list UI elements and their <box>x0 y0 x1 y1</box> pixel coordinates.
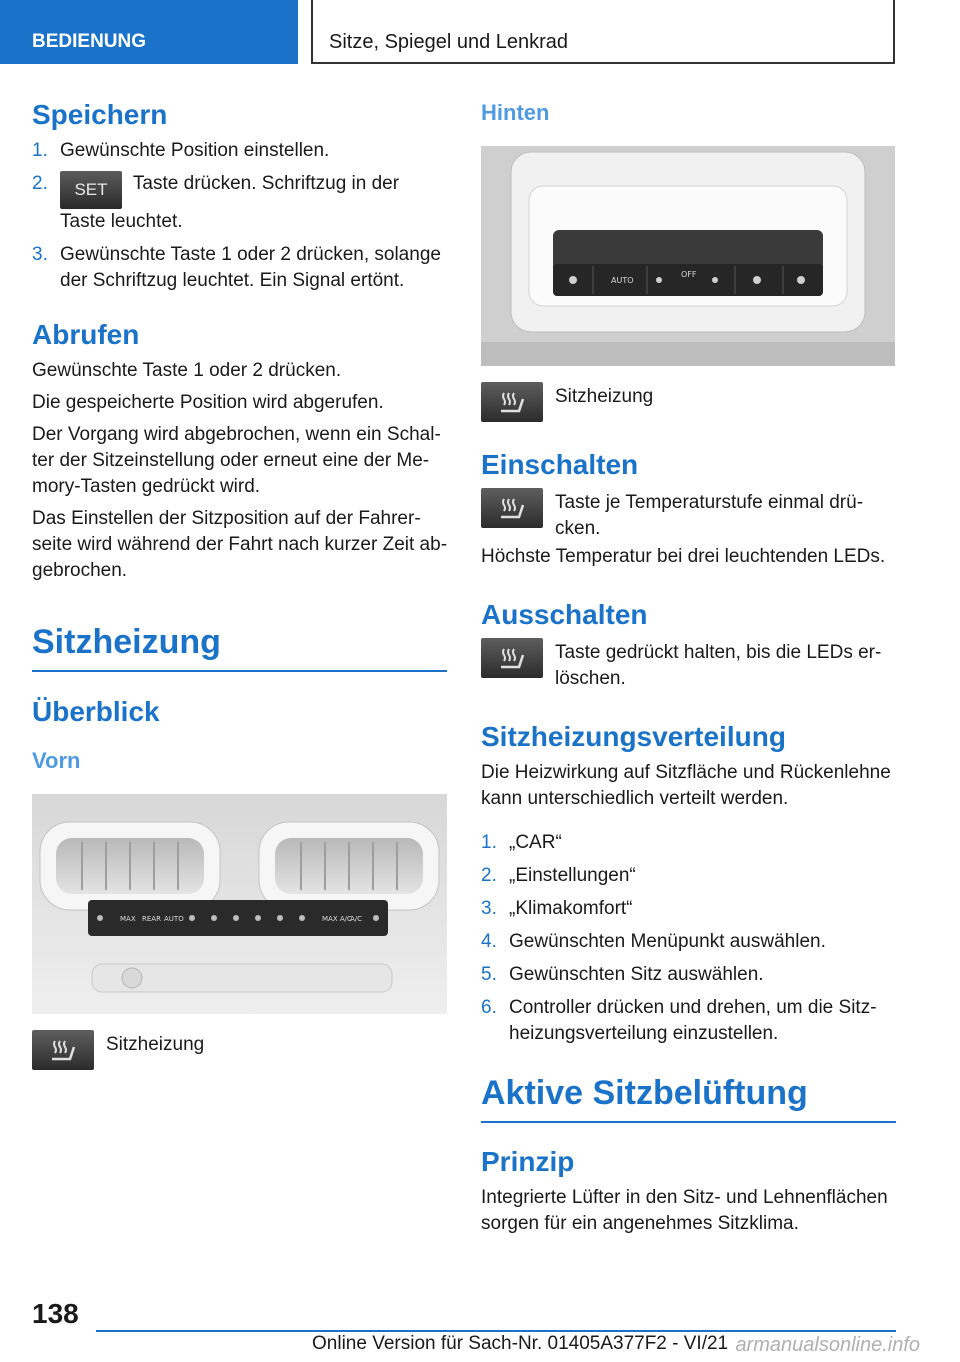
front-console-illustration <box>32 794 447 1014</box>
speichern-steps <box>32 138 447 294</box>
rear-panel-label: AUTO <box>611 276 634 285</box>
list-item <box>32 242 447 294</box>
step-text: „CAR“ <box>509 832 562 853</box>
heading-ausschalten: Ausschalten <box>481 599 648 630</box>
list-item <box>481 896 896 922</box>
rear-console-photo <box>481 146 895 366</box>
front-panel-label: AUTO <box>164 915 184 923</box>
rear-seat-heating-label: Sitzheizung <box>555 386 654 407</box>
seat-heating-icon <box>481 488 543 528</box>
einschalten-text: Taste je Temperaturstufe einmal drücken. <box>555 492 864 539</box>
front-console-photo <box>32 794 447 1014</box>
verteilung-p: Die Heizwirkung auf Sitzfläche und Rückenlehne kann unterschiedlich verteilt werden. <box>481 762 891 809</box>
step-number: 5. <box>481 964 497 985</box>
list-item <box>481 962 896 988</box>
list-item <box>481 830 896 856</box>
heading-speichern: Speichern <box>32 99 168 130</box>
front-panel-label: REAR <box>142 915 161 923</box>
front-seat-heating-label: Sitzheizung <box>106 1034 205 1055</box>
chapter-sitzheizung: Sitzheizung <box>32 620 447 672</box>
heading-prinzip: Prinzip <box>481 1146 575 1177</box>
step-text: Gewünschten Sitz auswählen. <box>509 964 764 985</box>
rear-console-illustration <box>481 146 895 366</box>
header-title: Sitze, Spiegel und Lenkrad <box>311 0 895 64</box>
step-number: 1. <box>481 832 497 853</box>
heading-vorn: Vorn <box>32 748 81 773</box>
step-number: 6. <box>481 997 497 1018</box>
footer-divider <box>96 1330 896 1332</box>
step-text: Gewünschten Menüpunkt auswählen. <box>509 931 826 952</box>
list-item <box>481 863 896 889</box>
header-section: BEDIENUNG <box>0 0 298 64</box>
front-panel-label: MAX <box>120 915 136 923</box>
step-number: 2. <box>32 173 48 194</box>
step-text: Taste drücken. Schriftzug in der Taste leuchtet. <box>60 173 400 232</box>
heading-einschalten: Einschalten <box>481 449 639 480</box>
footer-version: Online Version für Sach-Nr. 01405A377F2 - VI/21 <box>312 1333 729 1354</box>
list-item <box>32 138 447 164</box>
prinzip-p: Integrierte Lüfter in den Sitz- und Lehnenflächen sorgen für ein angenehmes Sitzklima. <box>481 1187 888 1234</box>
rear-seat-heating-row <box>481 382 896 422</box>
chapter-aktive-sitzbelueftung: Aktive Sitzbelüftung <box>481 1071 896 1123</box>
ausschalten-row <box>481 638 896 692</box>
einschalten-row <box>481 488 896 542</box>
front-panel-label: A/C <box>350 915 363 923</box>
step-number: 3. <box>481 898 497 919</box>
heading-sitzheizungsverteilung: Sitzheizungsverteilung <box>481 721 786 752</box>
step-number: 4. <box>481 931 497 952</box>
rear-panel-label: OFF <box>681 270 697 279</box>
abrufen-p1: Gewünschte Taste 1 oder 2 drücken. <box>32 360 342 381</box>
step-text: Gewünschte Position einstellen. <box>60 140 330 161</box>
front-panel-label: MAX A/C <box>322 915 352 923</box>
seat-heating-icon <box>32 1030 94 1070</box>
einschalten-p: Höchste Temperatur bei drei leuchtenden LEDs. <box>481 546 886 567</box>
step-text: „Einstellungen“ <box>509 865 636 886</box>
page-number: 138 <box>32 1298 79 1329</box>
step-number: 1. <box>32 140 48 161</box>
ausschalten-text: Taste gedrückt halten, bis die LEDs erlöschen. <box>555 642 882 689</box>
watermark: armanualsonline.info <box>735 1334 920 1356</box>
heading-hinten: Hinten <box>481 100 550 125</box>
set-button-icon: SET <box>60 171 122 209</box>
abrufen-p2: Die gespeicherte Position wird abgerufen. <box>32 392 384 413</box>
step-number: 3. <box>32 244 48 265</box>
heading-abrufen: Abrufen <box>32 319 140 350</box>
abrufen-p4: Das Einstellen der Sitzposition auf der Fahrerseite wird während der Fahrt nach kurzer Zeit abgebrochen. <box>32 508 448 581</box>
right-column <box>481 98 896 1243</box>
step-text: „Klimakomfort“ <box>509 898 633 919</box>
step-text: Gewünschte Taste 1 oder 2 drücken, solange der Schriftzug leuchtet. Ein Signal ertönt. <box>60 244 441 291</box>
seat-heating-icon <box>481 382 543 422</box>
step-number: 2. <box>481 865 497 886</box>
list-item <box>481 995 896 1047</box>
list-item <box>481 929 896 955</box>
abrufen-p3: Der Vorgang wird abgebrochen, wenn ein Schalter der Sitzeinstellung oder erneut eine der Memory-Tasten gedrückt wird. <box>32 424 441 497</box>
front-seat-heating-row <box>32 1030 447 1070</box>
list-item <box>32 171 447 235</box>
step-text: Controller drücken und drehen, um die Sitzheizungsverteilung einzustellen. <box>509 997 877 1044</box>
seat-heating-icon <box>481 638 543 678</box>
left-column <box>32 98 447 1080</box>
verteilung-steps <box>481 830 896 1047</box>
heading-ueberblick: Überblick <box>32 696 160 727</box>
